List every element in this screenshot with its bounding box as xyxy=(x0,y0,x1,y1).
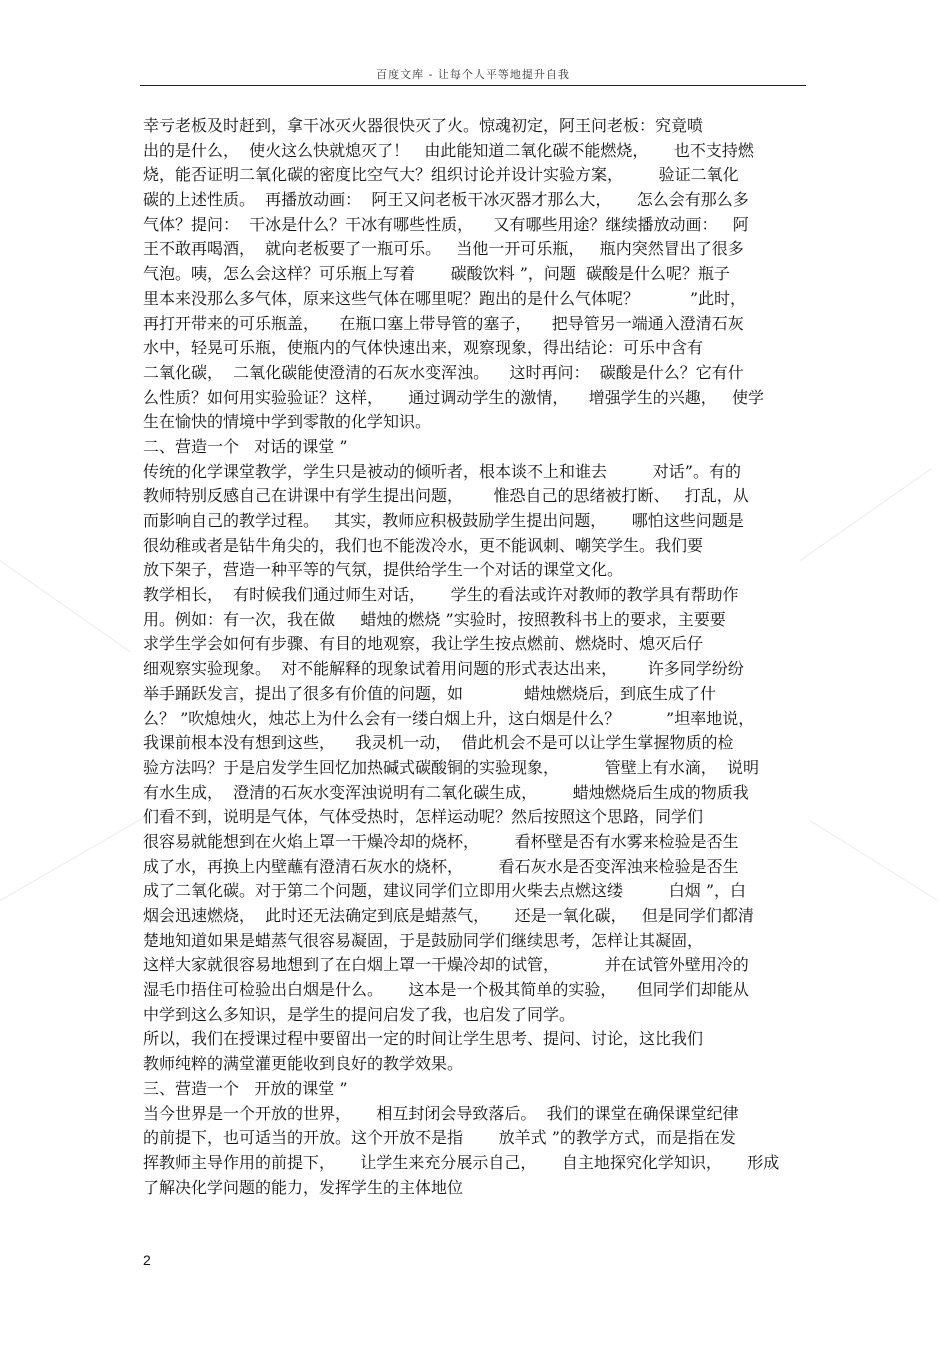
text-line: 举手踊跃发言，提出了很多有价值的问题，如 蜡烛燃烧后，到底生成了什 xyxy=(143,683,717,703)
text-line: 用。例如：有一次，我在做 蜡烛的燃烧 ”实验时，按照教科书上的要求，主要要 xyxy=(143,609,726,629)
text-line: 很容易就能想到在火焰上罩一干燥冷却的烧杯， 看杯壁是否有水雾来检验是否生 xyxy=(143,831,739,851)
text-line: 中学到这么多知识，是学生的提问启发了我，也启发了同学。 xyxy=(143,1004,576,1024)
text-line: 三、营造一个 开放的课堂 ” xyxy=(143,1078,348,1098)
text-line: 教师纯粹的满堂灌更能收到良好的教学效果。 xyxy=(143,1054,464,1074)
text-line: 二、营造一个 对话的课堂 ” xyxy=(143,436,348,456)
text-line: 很幼稚或者是钻牛角尖的，我们也不能泼冷水，更不能讽刺、嘲笑学生。我们要 xyxy=(143,535,704,555)
text-line: 传统的化学课堂教学，学生只是被动的倾听者，根本谈不上和谁去 对话”。有的 xyxy=(143,461,741,481)
text-line: 气体？提问： 干冰是什么？干冰有哪些性质， 又有哪些用途？继续播放动画： 阿 xyxy=(143,214,749,234)
text-line: 这样大家就很容易地想到了在白烟上罩一干燥冷却的试管， 并在试管外壁用冷的 xyxy=(143,955,749,975)
text-line: 么性质？如何用实验验证？这样， 通过调动学生的激情， 增强学生的兴趣， 使学 xyxy=(143,387,765,407)
text-line: 验方法吗？于是启发学生回忆加热碱式碳酸铜的实验现象， 管壁上有水滴， 说明 xyxy=(143,757,759,777)
watermark-stroke xyxy=(0,560,131,653)
document-body xyxy=(143,114,807,1200)
text-line: 里本来没那么多气体，原来这些气体在哪里呢？跑出的是什么气体呢？ ”此时， xyxy=(143,288,747,308)
text-line: 二氧化碳， 二氧化碳能使澄清的石灰水变浑浊。 这时再问： 碳酸是什么？它有什 xyxy=(143,362,744,382)
text-line: 我课前根本没有想到这些， 我灵机一动， 借此机会不是可以让学生掌握物质的检 xyxy=(143,733,734,753)
text-line: 烟会迅速燃烧， 此时还无法确定到底是蜡蒸气， 还是一氧化碳， 但是同学们都清 xyxy=(143,906,754,925)
text-line: 生在愉快的情境中学到零散的化学知识。 xyxy=(143,412,432,432)
text-line: 了解决化学问题的能力，发挥学生的主体地位 xyxy=(143,1177,464,1197)
text-line: 有水生成， 澄清的石灰水变浑浊说明有二氧化碳生成， 蜡烛燃烧后生成的物质我 xyxy=(143,782,749,802)
text-line: 成了水，再换上内壁蘸有澄清石灰水的烧杯， 看石灰水是否变浑浊来检验是否生 xyxy=(143,856,739,876)
text-line: 的前提下，也可适当的开放。这个开放不是指 放羊式 ”的教学方式，而是指在发 xyxy=(143,1128,736,1148)
text-line: 王不敢再喝酒， 就向老板要了一瓶可乐。 当他一开可乐瓶， 瓶内突然冒出了很多 xyxy=(143,239,744,259)
page-header: 百度文库 - 让每个人平等地提升自我 xyxy=(376,68,570,81)
text-line: 碳的上述性质。 再播放动画： 阿王又问老板干冰灭器才那么大， 怎么会有那么多 xyxy=(143,190,749,210)
text-line: 细观察实验现象。 对不能解释的现象试着用问题的形式表达出来， 许多同学纷纷 xyxy=(143,659,744,679)
text-line: 当今世界是一个开放的世界， 相互封闭会导致落后。 我们的课堂在确保课堂纪律 xyxy=(143,1103,739,1123)
watermark-stroke xyxy=(0,815,148,901)
watermark-stroke xyxy=(800,468,932,561)
text-line: 出的是什么， 使火这么快就熄灭了！ 由此能知道二氧化碳不能燃烧， 也不支持燃 xyxy=(143,140,754,160)
text-line: 成了二氧化碳。对于第二个问题，建议同学们立即用火柴去点燃这缕 白烟 ”，白 xyxy=(143,881,747,901)
text-line: 再打开带来的可乐瓶盖， 在瓶口塞上带导管的塞子， 把导管另一端通入澄清石灰 xyxy=(143,313,744,333)
text-line: 烧，能否证明二氧化碳的密度比空气大？组织讨论并设计实验方案， 验证二氧化 xyxy=(143,165,739,185)
text-line: 楚地知道如果是蜡蒸气很容易凝固，于是鼓励同学们继续思考，怎样让其凝固， xyxy=(143,930,704,950)
text-line: 么？ ”吹熄烛火，烛芯上为什么会有一缕白烟上升，这白烟是什么？ ”坦率地说， xyxy=(143,708,755,728)
text-line: 湿毛巾捂住可检验出白烟是什么。 这本是一个极其简单的实验， 但同学们却能从 xyxy=(143,980,749,1000)
text-line: 幸亏老板及时赶到，拿干冰灭火器很快灭了火。惊魂初定，阿王问老板：究竟喷 xyxy=(143,116,704,135)
text-line: 求学生学会如何有步骤、有目的地观察，我让学生按点燃前、燃烧时、熄灭后仔 xyxy=(143,634,704,654)
page-number: 2 xyxy=(143,1252,151,1268)
text-line: 所以，我们在授课过程中要留出一定的时间让学生思考、提问、讨论，这比我们 xyxy=(143,1029,704,1049)
header-divider xyxy=(140,85,806,86)
text-line: 们看不到，说明是气体，气体受热时，怎样运动呢？然后按照这个思路，同学们 xyxy=(143,807,704,827)
text-line: 放下架子，营造一种平等的气氛，提供给学生一个对话的课堂文化。 xyxy=(143,560,624,580)
text-line: 而影响自己的教学过程。 其实，教师应积极鼓励学生提出问题， 哪怕这些问题是 xyxy=(143,511,744,530)
text-line: 气泡。咦，怎么会这样？可乐瓶上写着 碳酸饮料 ”，问题 碳酸是什么呢？瓶子 xyxy=(143,264,731,284)
text-line: 教学相长， 有时候我们通过师生对话， 学生的看法或许对教师的教学具有帮助作 xyxy=(143,585,739,605)
text-line: 挥教师主导作用的前提下， 让学生来充分展示自己， 自主地探究化学知识， 形成 xyxy=(143,1152,780,1172)
watermark-stroke xyxy=(809,820,937,900)
text-line: 水中，轻晃可乐瓶，使瓶内的气体快速出来，观察现象，得出结论：可乐中含有 xyxy=(143,338,704,358)
text-line: 教师特别反感自己在讲课中有学生提出问题， 惟恐自己的思绪被打断、 打乱，从 xyxy=(143,486,749,506)
